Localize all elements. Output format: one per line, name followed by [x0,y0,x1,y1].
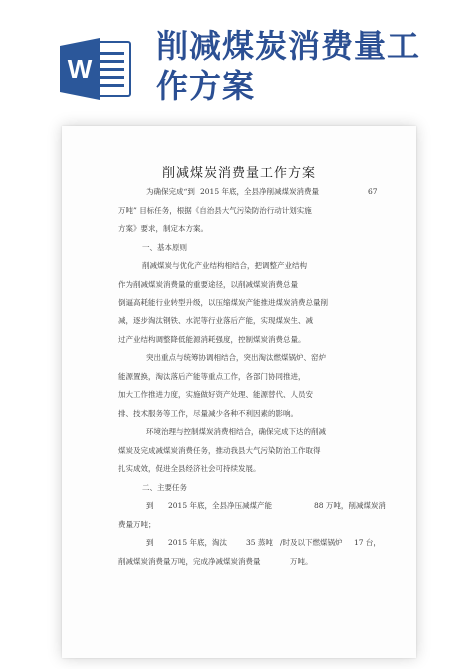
paragraph-line: 能源置换，淘汰落后产能等重点工作，各部门协同推进， [118,372,306,381]
document-title: 削减煤炭消费量工作方案 [161,166,316,181]
paragraph-line: 环境治理与控制煤炭消费相结合，确保完成下达的削减 [146,427,326,436]
paragraph-line: 费量万吨； [118,520,156,529]
paragraph-line: 加大工作推进力度，实施做好资产处理、能源替代、人员安 [118,390,313,399]
paragraph-line: 煤炭及完成减煤炭消费任务，推动我县大气污染防治工作取得 [118,446,321,455]
paragraph-line: 扎实成效，促进全县经济社会可持续发展。 [118,464,261,473]
section-heading: 二、主要任务 [142,483,187,492]
text-segment: 为确保完成“到 [146,187,195,196]
document-page [62,126,416,658]
word-icon [60,38,132,100]
text-segment: 到 [146,501,154,510]
text-segment: 2015 年底，全县净压减煤产能 [168,501,272,510]
paragraph-line: 方案》要求，制定本方案。 [118,224,208,233]
header-title-line-2: 作方案 [156,67,256,105]
paragraph-line: 作为削减煤炭消费量的重要途径，以削减煤炭消费总量 [118,280,298,289]
paragraph-line: 削减煤炭与优化产业结构相结合，把调整产业结构 [142,261,307,270]
paragraph-line: 过产业结构调整降低能源消耗强度，控制煤炭消费总量。 [118,335,306,344]
header-title [156,26,456,106]
paragraph-line: 倒逼高耗能行业转型升级，以压缩煤炭产能推进煤炭消费总量削 [118,298,328,307]
text-segment: 万吨。 [290,557,313,566]
paragraph-line: 排、技术服务等工作，尽量减少各种不利因素的影响。 [118,409,298,418]
text-segment: 67 [368,187,378,196]
text-segment: 2015 年底，淘汰 [168,538,227,547]
header-title-line-1: 削减煤炭消费量工 [156,27,421,65]
word-icon-letter: W [67,54,93,84]
text-segment: 削减煤炭消费量万吨，完成净减煤炭消费量 [118,557,261,566]
paragraph-line: 万吨” 目标任务，根据《自治县大气污染防治行动计划实施 [118,206,312,215]
paragraph-line: 突出重点与统筹协调相结合，突出淘汰燃煤锅炉、窑炉 [146,353,326,362]
text-segment: 2015 年底，全县净削减煤炭消费量 [200,187,319,196]
text-segment: 到 [146,538,154,547]
text-segment: 35 蒸吨 [246,538,273,547]
section-heading: 一、基本原则 [142,243,187,252]
text-segment: /时及以下燃煤锅炉 [280,538,343,547]
text-segment: 88 万吨，削减煤炭消 [314,501,386,510]
text-segment: 17 台， [354,538,381,547]
paragraph-line: 减，逐步淘汰钢铁、水泥等行业落后产能，实现煤炭生、减 [118,316,313,325]
